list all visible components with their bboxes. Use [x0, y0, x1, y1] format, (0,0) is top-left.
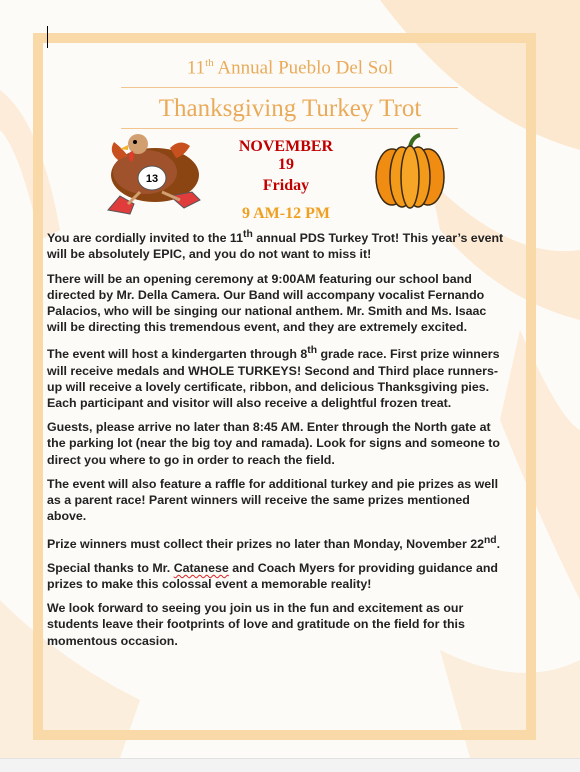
race-bib-number: 13 [145, 173, 159, 185]
event-subtitle: Thanksgiving Turkey Trot [158, 95, 422, 122]
paragraph-closing: We look forward to seeing you join us in the fun and excitement as our students leave their footprints of love and gratitude on the field for this momentous occasion. [47, 601, 465, 648]
event-date-block [220, 138, 352, 224]
title-rule-top [121, 87, 458, 88]
status-bar [0, 758, 580, 772]
event-month: NOVEMBER [238, 138, 334, 155]
running-turkey-icon [100, 130, 210, 222]
paragraph-thanks: Special thanks to Mr. Catanese and Coach Myers for providing guidance and prizes to make this colossal event a memorable reality! [47, 560, 499, 592]
paragraph-invitation: You are cordially invited to the 11th annual PDS Turkey Trot! This year’s event will be absolutely EPIC, and you do not want to miss it! [47, 229, 504, 262]
invitation-body [47, 227, 507, 657]
event-title: 11th Annual Pueblo Del Sol [186, 57, 394, 79]
pumpkin-icon [372, 133, 448, 211]
title-rule-bottom [121, 128, 458, 129]
text-cursor [47, 26, 48, 48]
spellcheck-flagged-word[interactable]: Catanese [173, 560, 229, 575]
paragraph-raffle: The event will also feature a raffle for additional turkey and pie prizes as well as a parent race! Parent winners will receive the same prizes mentioned above. [47, 476, 499, 524]
event-day: 19 [278, 156, 294, 173]
paragraph-arrival: Guests, please arrive no later than 8:45 AM. Enter through the North gate at the parking lot (near the big toy and ramada). Look for signs and someone to direct you where to go in order to reach the field. [47, 420, 500, 467]
paragraph-ceremony: There will be an opening ceremony at 9:00AM featuring our school band directed by Mr. Della Camera. Our Band will accompany vocalist Fernando Palacios, who will be singing our national anthem. Mr. Smith and Ms. Isaac will be directing this tremendous event, and they are extremely excited. [47, 271, 487, 335]
event-time: 9 AM-12 PM [242, 205, 330, 222]
paragraph-prize-pickup: Prize winners must collect their prizes no later than Monday, November 22nd. [47, 534, 501, 551]
paragraph-race-prizes: The event will host a kindergarten through 8th grade race. First prize winners will receive medals and WHOLE TURKEYS! Second and Third place runners-up will receive a lovely certificate, ribbon, and delicious Thanksgiving pies. Each participant and visitor will also receive a delightful frozen treat. [47, 345, 500, 411]
event-weekday: Friday [262, 177, 310, 194]
